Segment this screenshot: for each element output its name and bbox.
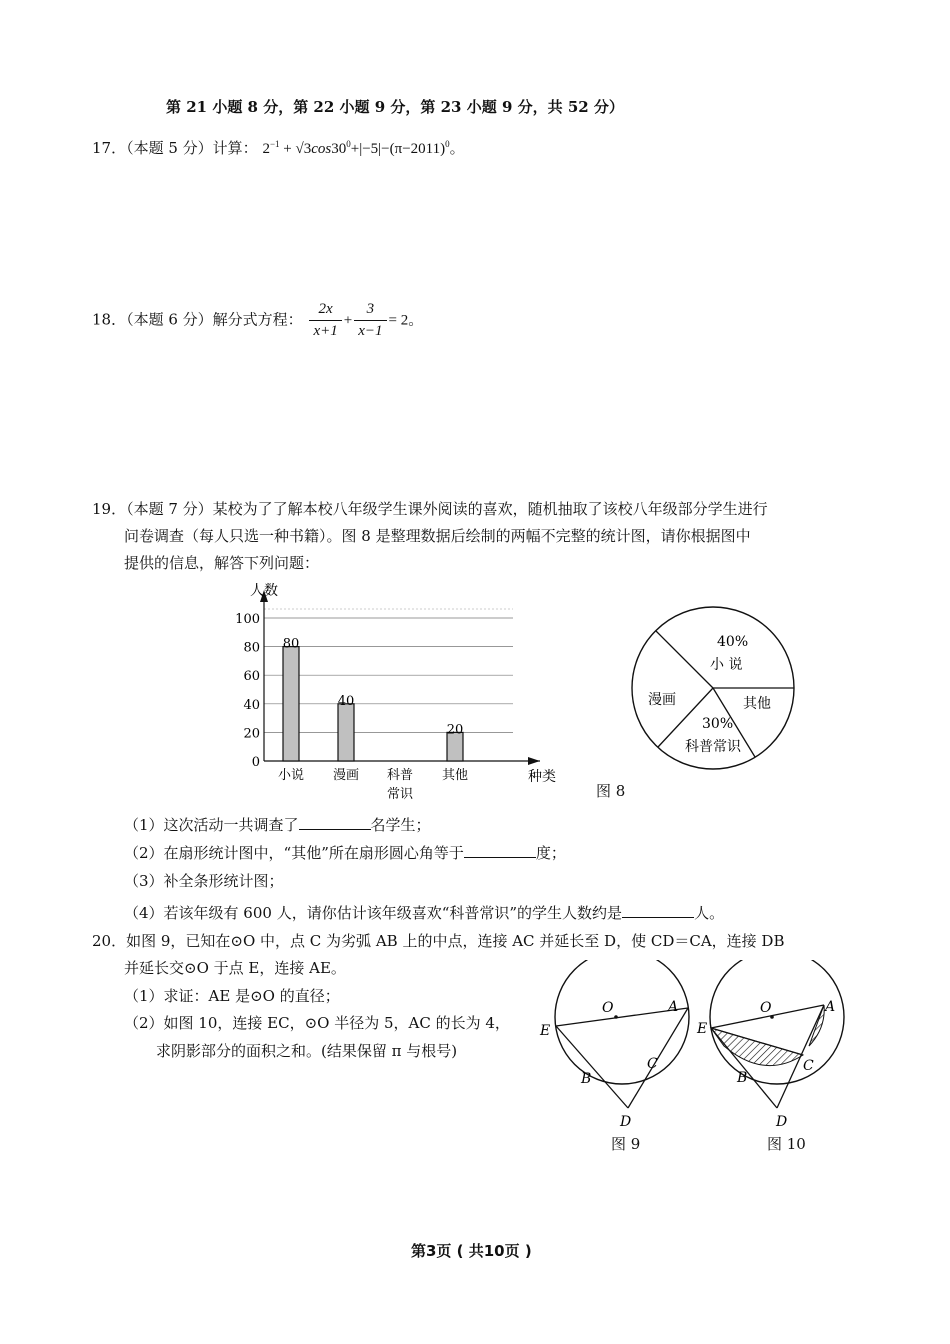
q20-sub-2-line-1: （2）如图 10，连接 EC，⊙O 半径为 5，AC 的长为 4， [124, 1014, 510, 1032]
q19-number: 19． [92, 500, 127, 518]
bar [338, 704, 354, 761]
pie-divider-1 [656, 631, 713, 688]
pie-percent-science: 30% [702, 716, 734, 732]
q20-sub-2-line-2: 求阴影部分的面积之和。(结果保留 π 与根号) [156, 1042, 458, 1060]
fraction-denominator: x+1 [313, 323, 338, 339]
q19-sub-4 [124, 902, 724, 923]
x-axis-label: 种类 [528, 769, 556, 785]
y-axis-label: 人数 [250, 583, 278, 599]
y-tick-label: 20 [243, 726, 260, 742]
x-tick-label: 小说 [277, 768, 305, 783]
q17-expr-part: 30 [331, 141, 347, 157]
label-a: A [668, 999, 679, 1015]
figure-10-diagram [694, 960, 854, 1132]
q18-plus: + [343, 312, 353, 329]
q17-expr-exp: 0 [445, 139, 450, 149]
q17-expr-part: +|−5|−(π−2011) [350, 141, 446, 157]
fraction-numerator: 3 [354, 301, 386, 321]
section-header: 第 21 小题 8 分，第 22 小题 9 分，第 23 小题 9 分，共 52 分） [166, 98, 624, 116]
q17-expression [262, 141, 449, 157]
figure-9-diagram [536, 960, 696, 1132]
answer-blank[interactable] [299, 815, 371, 830]
q18-fraction-1 [309, 301, 341, 340]
x-tick-label: 其他 [441, 768, 469, 783]
figure-10-label: 图 10 [767, 1135, 806, 1153]
y-tick-label: 60 [243, 669, 260, 685]
q19-sub-1 [124, 814, 431, 835]
q19-line-1 [92, 498, 768, 519]
bar-chart [228, 578, 568, 803]
q17-number: 17． [92, 139, 127, 157]
answer-blank[interactable] [464, 843, 536, 858]
q17-expr-part: cos [311, 141, 332, 157]
shaded-region-2 [809, 1005, 824, 1046]
q19-line-2: 问卷调查（每人只选一种书籍）。图 8 是整理数据后绘制的两幅不完整的统计图，请你根据图中 [124, 527, 751, 545]
page-footer: 第3页 ( 共10页 ) [411, 1242, 532, 1260]
line-ed [556, 1026, 628, 1108]
bar-data-label: 40 [337, 693, 355, 709]
label-o: O [602, 1000, 614, 1016]
y-tick-label: 0 [251, 755, 260, 770]
q19-line-3: 提供的信息，解答下列问题： [124, 554, 320, 572]
q17-expr-exp: 0 [346, 139, 351, 149]
q17-expr-part: 2 [262, 141, 270, 157]
q18-number: 18． [92, 310, 127, 329]
question-17 [92, 137, 465, 158]
circle-o [555, 960, 689, 1084]
q17-end: 。 [449, 139, 465, 157]
q19-sub-text: （4）若该年级有 600 人，请你估计该年级喜欢“科普常识”的学生人数约是 [124, 904, 623, 922]
line-ad [628, 1008, 688, 1108]
q17-expr-part: √3 [295, 141, 312, 157]
q18-fraction-2 [354, 301, 386, 340]
q20-line-2: 并延长交⊙O 于点 E，连接 AE。 [124, 959, 346, 977]
q20-line-1 [92, 930, 785, 951]
q19-sub-text: 名学生； [370, 816, 431, 834]
q19-sub-text: （2）在扇形统计图中，“其他”所在扇形圆心角等于 [124, 844, 464, 862]
pie-label-comic: 漫画 [648, 692, 676, 708]
figure-8-label: 图 8 [596, 782, 626, 800]
q19-sub-text: 人。 [694, 904, 725, 922]
label-b: B [737, 1070, 748, 1086]
q19-sub-2 [124, 842, 566, 863]
fraction-denominator: x−1 [358, 323, 383, 339]
pie-label-other: 其他 [743, 696, 771, 712]
q19-text: （本题 7 分）某校为了了解本校八年级学生课外阅读的喜欢，随机抽取了该校八年级部分学生进行 [126, 500, 768, 518]
y-tick-label: 40 [243, 697, 260, 713]
q19-sub-text: 度； [535, 844, 566, 862]
pie-chart [628, 600, 800, 770]
pie-percent-novel: 40% [717, 634, 749, 650]
label-b: B [581, 1071, 592, 1087]
bar [283, 647, 299, 761]
x-axis-arrow [528, 757, 540, 765]
q19-sub-text: （1）这次活动一共调查了 [124, 816, 299, 834]
bar-data-label: 80 [282, 636, 300, 652]
q20-number: 20． [92, 932, 127, 950]
y-tick-label: 80 [243, 640, 260, 656]
label-d: D [776, 1114, 788, 1130]
q18-end: 。 [408, 310, 424, 329]
q20-text: 如图 9，已知在⊙O 中，点 C 为劣弧 AB 上的中点，连接 AC 并延长至 D，使 CD＝CA，连接 DB [126, 932, 785, 950]
pie-label-novel: 小 说 [710, 657, 743, 673]
label-a: A [825, 999, 836, 1015]
x-tick-label: 科普 [386, 768, 414, 783]
x-tick-label: 常识 [386, 787, 414, 802]
label-d: D [620, 1114, 632, 1130]
label-e: E [697, 1021, 708, 1037]
q17-expr-part: + [283, 141, 292, 157]
question-18 [92, 301, 423, 340]
answer-blank[interactable] [622, 903, 694, 918]
pie-label-science: 科普常识 [685, 739, 741, 755]
q17-expr-exp: −1 [269, 139, 280, 149]
q18-rhs: = 2 [388, 312, 409, 329]
y-tick-label: 100 [235, 612, 260, 627]
q18-prefix: （本题 6 分）解分式方程： [126, 310, 303, 329]
x-tick-label: 漫画 [332, 768, 360, 783]
bar-data-label: 20 [446, 722, 464, 738]
q19-sub-3: （3）补全条形统计图； [124, 872, 284, 890]
center-point [614, 1015, 618, 1019]
q17-prefix: （本题 5 分）计算： [126, 139, 258, 157]
label-c: C [647, 1056, 658, 1072]
label-o: O [760, 1000, 772, 1016]
fraction-numerator: 2x [309, 301, 341, 321]
figure-9-label: 图 9 [611, 1135, 641, 1153]
label-e: E [540, 1023, 551, 1039]
q20-sub-1: （1）求证：AE 是⊙O 的直径； [124, 987, 340, 1005]
label-c: C [803, 1058, 814, 1074]
